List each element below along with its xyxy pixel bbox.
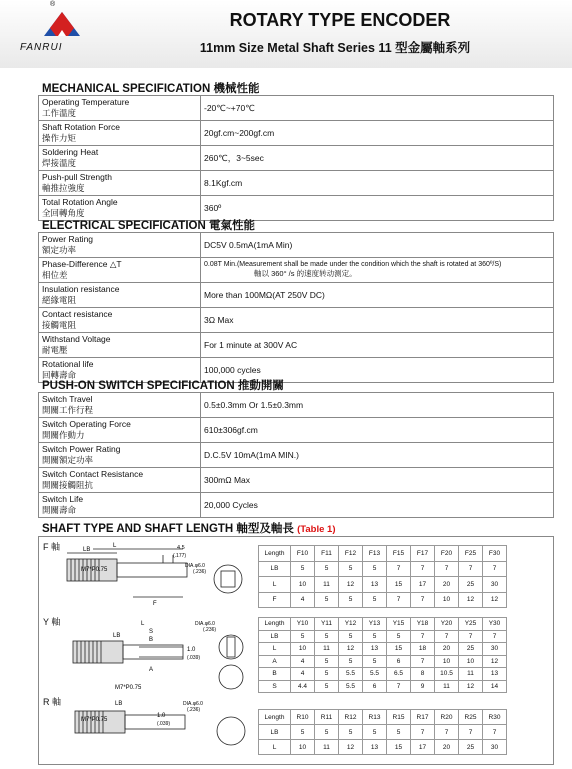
shaft-table-cell: 5 xyxy=(291,725,315,740)
spec-row xyxy=(39,283,554,308)
shaft-table-cell: 5 xyxy=(315,630,339,643)
shaft-table-cell: 7 xyxy=(435,561,459,577)
shaft-table-cell: 13 xyxy=(363,643,387,656)
shaft-table-row xyxy=(259,725,507,740)
electrical-table xyxy=(38,232,554,383)
shaft-table-cell: Y11 xyxy=(315,618,339,631)
spec-label-en: Total Rotation Angle xyxy=(42,197,118,207)
shaft-table-cell: F11 xyxy=(315,546,339,562)
shaft-table-cell: 7 xyxy=(411,725,435,740)
spec-label xyxy=(39,393,201,418)
dim-10-sub-r: (.039) xyxy=(157,721,171,727)
shaft-table-cell: 5 xyxy=(363,725,387,740)
shaft-table-cell: 5 xyxy=(363,592,387,608)
shaft-table-cell: Y15 xyxy=(387,618,411,631)
shaft-table-cell: LB xyxy=(259,725,291,740)
shaft-table-cell: 15 xyxy=(387,643,411,656)
spec-value-text: D.C.5V 10mA(1mA MIN.) xyxy=(204,450,299,460)
spec-label-en: Power Rating xyxy=(42,234,94,244)
shaft-table-cell: 25 xyxy=(459,643,483,656)
spec-label-zh: 開關工作行程 xyxy=(42,405,94,415)
shaft-table-cell: 30 xyxy=(483,577,507,593)
spec-label xyxy=(39,443,201,468)
pushon-table xyxy=(38,392,554,518)
shaft-table-cell: 25 xyxy=(459,740,483,755)
shaft-table-cell: 7 xyxy=(483,561,507,577)
spec-value xyxy=(201,121,554,146)
spec-label-en: Withstand Voltage xyxy=(42,334,111,344)
shaft-table-row xyxy=(259,740,507,755)
spec-value-text: 360º xyxy=(204,203,222,213)
spec-label-en: Switch Travel xyxy=(42,394,93,404)
shaft-table-cell: 5 xyxy=(387,725,411,740)
shaft-table-cell: 5 xyxy=(339,725,363,740)
shaft-table-cell: 7 xyxy=(411,655,435,668)
type-label-f: F 軸 xyxy=(43,542,60,552)
shaft-table-cell: 7 xyxy=(411,561,435,577)
dim-45: 4.5 xyxy=(177,545,185,551)
spec-row xyxy=(39,468,554,493)
spec-value-text: 20,000 Cycles xyxy=(204,500,258,510)
spec-value-text: More than 100MΩ(AT 250V DC) xyxy=(204,290,325,300)
spec-value-text: 300mΩ Max xyxy=(204,475,251,485)
shaft-table-cell: 7 xyxy=(459,725,483,740)
shaft-table-cell: 6 xyxy=(363,680,387,693)
shaft-diagram-box xyxy=(38,536,554,765)
shaft-table-cell: 9 xyxy=(411,680,435,693)
shaft-table-cell: 5 xyxy=(339,655,363,668)
shaft-table-cell: 7 xyxy=(387,592,411,608)
spec-label-zh: 耐電壓 xyxy=(42,345,68,355)
shaft-heading-text: SHAFT TYPE AND SHAFT LENGTH 軸型及軸長 xyxy=(42,523,294,535)
shaft-table-cell: R12 xyxy=(339,710,363,725)
dim-l: L xyxy=(113,543,117,549)
shaft-table-row xyxy=(259,668,507,681)
spec-label-en: Phase-Difference △T xyxy=(42,259,122,269)
shaft-table-cell: 10 xyxy=(291,643,315,656)
dim-dia6-y: DIA.φ6.0 xyxy=(195,621,215,627)
shaft-table-cell: F15 xyxy=(387,546,411,562)
spec-label-en: Switch Life xyxy=(42,494,84,504)
shaft-table-cell: 5 xyxy=(291,630,315,643)
dim-dia6-r: DIA.φ6.0 xyxy=(183,701,203,707)
shaft-table-cell: 7 xyxy=(459,630,483,643)
shaft-table-row xyxy=(259,630,507,643)
spec-value-text: 0.5±0.3mm Or 1.5±0.3mm xyxy=(204,400,304,410)
shaft-table-cell: Y12 xyxy=(339,618,363,631)
spec-label-en: Switch Power Rating xyxy=(42,444,121,454)
shaft-table-cell: 10 xyxy=(459,655,483,668)
shaft-table-row xyxy=(259,577,507,593)
shaft-table-cell: 10 xyxy=(435,655,459,668)
spec-label-zh: 絕緣電阻 xyxy=(42,295,77,305)
spec-label-en: Soldering Heat xyxy=(42,147,99,157)
spec-row xyxy=(39,418,554,443)
spec-value xyxy=(201,171,554,196)
shaft-table-cell: 5 xyxy=(363,655,387,668)
shaft-table-cell: 5 xyxy=(315,655,339,668)
shaft-table-cell: 12 xyxy=(483,592,507,608)
shaft-table-cell: 13 xyxy=(363,577,387,593)
dim-lb-y: LB xyxy=(113,633,121,639)
spec-value-text: 20gf.cm~200gf.cm xyxy=(204,128,275,138)
shaft-table-cell: 12 xyxy=(459,680,483,693)
shaft-table-cell: 11 xyxy=(459,668,483,681)
spec-label xyxy=(39,171,201,196)
spec-label-zh: 軸推拉強度 xyxy=(42,183,85,193)
shaft-table-cell: 10 xyxy=(435,592,459,608)
shaft-table-cell: 10 xyxy=(291,740,315,755)
f-shaft-drawing xyxy=(53,541,253,611)
shaft-table-cell: 11 xyxy=(315,643,339,656)
spec-value-text: DC5V 0.5mA(1mA Min) xyxy=(204,240,293,250)
spec-value xyxy=(201,393,554,418)
shaft-table-cell: 15 xyxy=(387,740,411,755)
spec-label-en: Shaft Rotation Force xyxy=(42,122,120,132)
spec-value xyxy=(201,493,554,518)
registered-mark: ® xyxy=(50,1,56,8)
shaft-table-cell: 7 xyxy=(435,725,459,740)
spec-value xyxy=(201,443,554,468)
spec-row xyxy=(39,308,554,333)
spec-label xyxy=(39,333,201,358)
dim-a: A xyxy=(149,667,154,673)
y-shaft-drawing xyxy=(53,619,253,691)
spec-value-text: -20℃~+70℃ xyxy=(204,102,255,113)
dim-dia6-sub: (.236) xyxy=(193,569,207,575)
shaft-table-cell: 5 xyxy=(339,561,363,577)
dim-s: S xyxy=(149,629,154,635)
spec-label xyxy=(39,283,201,308)
shaft-table-cell: 7 xyxy=(411,630,435,643)
spec-label-zh: 回轉壽命 xyxy=(42,370,77,380)
spec-value-text: For 1 minute at 300V AC xyxy=(204,340,298,350)
shaft-table-cell: 5 xyxy=(315,592,339,608)
spec-row xyxy=(39,146,554,171)
shaft-table-cell: 5 xyxy=(387,630,411,643)
spec-label-en: Insulation resistance xyxy=(42,284,120,294)
spec-label-zh: 開關接觸阻抗 xyxy=(42,480,94,490)
shaft-table-cell: Y13 xyxy=(363,618,387,631)
spec-label xyxy=(39,468,201,493)
spec-label xyxy=(39,233,201,258)
dim-l-y: L xyxy=(141,621,145,627)
dim-dia6: DIA.φ6.0 xyxy=(185,563,205,569)
shaft-table-cell: L xyxy=(259,577,291,593)
shaft-table-cell: 10.5 xyxy=(435,668,459,681)
shaft-table-cell: 4 xyxy=(291,668,315,681)
spec-value-text: 3Ω Max xyxy=(204,315,234,325)
spec-label xyxy=(39,308,201,333)
spec-label-zh: 工作溫度 xyxy=(42,108,77,118)
dim-b: B xyxy=(149,637,154,643)
dim-dia6-sub-r: (.236) xyxy=(187,707,201,713)
header xyxy=(0,0,572,68)
shaft-table-cell: 5 xyxy=(315,561,339,577)
spec-label-en: Operating Temperature xyxy=(42,97,130,107)
shaft-table-cell: B xyxy=(259,668,291,681)
shaft-table-cell: Length xyxy=(259,618,291,631)
dim-10: 1.0 xyxy=(187,647,196,653)
spec-label-en: Push-pull Strength xyxy=(42,172,112,182)
shaft-table-row xyxy=(259,592,507,608)
spec-label-zh: 相位差 xyxy=(42,270,68,280)
shaft-table-cell: 15 xyxy=(387,577,411,593)
spec-value xyxy=(201,233,554,258)
r-shaft-drawing xyxy=(53,697,253,763)
shaft-table-cell: Y10 xyxy=(291,618,315,631)
shaft-table-cell: 7 xyxy=(483,725,507,740)
shaft-table-cell: 7 xyxy=(387,561,411,577)
shaft-table-cell: 11 xyxy=(315,577,339,593)
spec-row xyxy=(39,121,554,146)
shaft-table-cell: 8 xyxy=(411,668,435,681)
spec-row xyxy=(39,493,554,518)
spec-label-zh: 開關額定功率 xyxy=(42,455,94,465)
shaft-table-cell: 14 xyxy=(483,680,507,693)
shaft-table-cell: 20 xyxy=(435,643,459,656)
shaft-table-cell: LB xyxy=(259,630,291,643)
spec-row xyxy=(39,258,554,283)
dim-lb: LB xyxy=(83,547,91,553)
table-note: (Table 1) xyxy=(297,524,336,535)
shaft-table-cell: 5 xyxy=(363,561,387,577)
shaft-table-cell: Length xyxy=(259,546,291,562)
shaft-table-cell: A xyxy=(259,655,291,668)
shaft-table-cell: R15 xyxy=(387,710,411,725)
shaft-table-row xyxy=(259,655,507,668)
shaft-table-cell: F30 xyxy=(483,546,507,562)
shaft-table-cell: 5 xyxy=(363,630,387,643)
shaft-table-cell: Y20 xyxy=(435,618,459,631)
shaft-table-cell: 12 xyxy=(339,643,363,656)
spec-label-zh: 開關作動力 xyxy=(42,430,85,440)
spec-label-en: Rotational life xyxy=(42,359,94,369)
shaft-table-cell: 4 xyxy=(291,655,315,668)
spec-label-zh: 額定功率 xyxy=(42,245,77,255)
thread-m7-y: M7*P0.75 xyxy=(115,685,142,691)
pushon-heading: PUSH-ON SWITCH SPECIFICATION 推動開關 xyxy=(42,380,284,392)
shaft-table-row xyxy=(259,710,507,725)
shaft-table-cell: F20 xyxy=(435,546,459,562)
shaft-table-row xyxy=(259,680,507,693)
shaft-table-cell: 5 xyxy=(339,630,363,643)
shaft-table-cell: F25 xyxy=(459,546,483,562)
spec-value-text: 260℃，3~5sec xyxy=(204,153,264,163)
shaft-table-cell: L xyxy=(259,740,291,755)
shaft-table-cell: 7 xyxy=(483,630,507,643)
type-label-y: Y 軸 xyxy=(43,617,61,627)
shaft-table-cell: 7 xyxy=(411,592,435,608)
shaft-table-row xyxy=(259,546,507,562)
shaft-table-cell: LB xyxy=(259,561,291,577)
spec-value xyxy=(201,333,554,358)
shaft-table-cell: 12 xyxy=(483,655,507,668)
spec-label-en: Switch Operating Force xyxy=(42,419,131,429)
shaft-table-cell: 6.5 xyxy=(387,668,411,681)
dim-10-r: 1.0 xyxy=(157,713,166,719)
spec-row xyxy=(39,333,554,358)
shaft-table-cell: F xyxy=(259,592,291,608)
shaft-table-cell: F12 xyxy=(339,546,363,562)
shaft-table-cell: 5.5 xyxy=(363,668,387,681)
shaft-table-cell: 17 xyxy=(411,577,435,593)
shaft-table-cell: R20 xyxy=(435,710,459,725)
shaft-table-cell: 5 xyxy=(291,561,315,577)
shaft-table-cell: L xyxy=(259,643,291,656)
spec-row xyxy=(39,443,554,468)
shaft-table-cell: R13 xyxy=(363,710,387,725)
shaft-table-cell: R10 xyxy=(291,710,315,725)
shaft-table-cell: 20 xyxy=(435,740,459,755)
shaft-table-cell: 7 xyxy=(435,630,459,643)
shaft-table-cell: 7 xyxy=(387,680,411,693)
shaft-table-cell: R17 xyxy=(411,710,435,725)
spec-row xyxy=(39,233,554,258)
brand-name: FANRUI xyxy=(20,42,63,53)
shaft-table-cell: 5.5 xyxy=(339,668,363,681)
shaft-table-cell: Y30 xyxy=(483,618,507,631)
shaft-table-cell: 5 xyxy=(315,725,339,740)
spec-value xyxy=(201,283,554,308)
shaft-table-cell: 6 xyxy=(387,655,411,668)
spec-value xyxy=(201,146,554,171)
mechanical-heading: MECHANICAL SPECIFICATION 機械性能 xyxy=(42,83,260,95)
shaft-table-cell: F13 xyxy=(363,546,387,562)
spec-label xyxy=(39,418,201,443)
spec-value-text-zh: 軸以 360° /s 的速度转动测定。 xyxy=(254,269,357,278)
shaft-table-cell: 11 xyxy=(315,740,339,755)
shaft-table-cell: 12 xyxy=(339,740,363,755)
spec-value-text: 8.1Kgf.cm xyxy=(204,178,243,188)
spec-value xyxy=(201,418,554,443)
shaft-table-cell: R11 xyxy=(315,710,339,725)
spec-row xyxy=(39,393,554,418)
shaft-table-cell: S xyxy=(259,680,291,693)
spec-value xyxy=(201,96,554,121)
shaft-table-cell: 30 xyxy=(483,643,507,656)
shaft-table-cell: 5 xyxy=(315,668,339,681)
spec-label xyxy=(39,121,201,146)
shaft-table-cell: 5 xyxy=(315,680,339,693)
spec-value-text: 610±306gf.cm xyxy=(204,425,258,435)
spec-value xyxy=(201,468,554,493)
shaft-table-cell: Length xyxy=(259,710,291,725)
shaft-table-cell: 4 xyxy=(291,592,315,608)
shaft-table-cell: 25 xyxy=(459,577,483,593)
shaft-table-cell: 11 xyxy=(435,680,459,693)
spec-label-zh: 焊接溫度 xyxy=(42,158,77,168)
shaft-table-cell: 30 xyxy=(483,740,507,755)
thread-m7: M7*P0.75 xyxy=(81,567,108,573)
shaft-heading xyxy=(42,520,336,536)
shaft-table-cell: Y18 xyxy=(411,618,435,631)
shaft-table-row xyxy=(259,643,507,656)
dim-45-sub: (.177) xyxy=(173,553,187,559)
spec-value-text: 100,000 cycles xyxy=(204,365,261,375)
shaft-table-row xyxy=(259,618,507,631)
spec-value xyxy=(201,258,554,283)
spec-label-en: Contact resistance xyxy=(42,309,113,319)
shaft-table-cell: Y25 xyxy=(459,618,483,631)
spec-value-text: 0.08T Min.(Measurement shall be made under the condition which the shaft is rotated at 360º/S) xyxy=(204,261,502,268)
dim-10-sub: (.039) xyxy=(187,655,201,661)
spec-row xyxy=(39,171,554,196)
spec-label xyxy=(39,493,201,518)
dim-f: F xyxy=(153,601,157,607)
spec-label-zh: 開關壽命 xyxy=(42,505,77,515)
electrical-heading: ELECTRICAL SPECIFICATION 電氣性能 xyxy=(42,220,255,232)
spec-label xyxy=(39,96,201,121)
r-shaft-table xyxy=(258,709,507,755)
dim-lb-r: LB xyxy=(115,701,123,707)
shaft-table-cell: 12 xyxy=(339,577,363,593)
shaft-table-cell: 20 xyxy=(435,577,459,593)
shaft-table-cell: 13 xyxy=(363,740,387,755)
shaft-table-cell: 10 xyxy=(291,577,315,593)
dim-dia6-sub-y: (.236) xyxy=(203,627,217,633)
shaft-table-cell: 7 xyxy=(459,561,483,577)
shaft-table-cell: R30 xyxy=(483,710,507,725)
shaft-table-cell: 13 xyxy=(483,668,507,681)
spec-label xyxy=(39,258,201,283)
type-label-r: R 軸 xyxy=(43,697,62,707)
shaft-table-cell: 5 xyxy=(339,592,363,608)
shaft-table-row xyxy=(259,561,507,577)
page-subtitle: 11mm Size Metal Shaft Series 11 型金屬軸系列 xyxy=(199,41,471,55)
shaft-table-cell: 17 xyxy=(411,740,435,755)
shaft-table-cell: R25 xyxy=(459,710,483,725)
shaft-table-cell: 12 xyxy=(459,592,483,608)
spec-value xyxy=(201,308,554,333)
shaft-table-cell: 4.4 xyxy=(291,680,315,693)
thread-m7-r: M7*P0.75 xyxy=(81,717,108,723)
mechanical-table xyxy=(38,95,554,221)
shaft-table-cell: 5.5 xyxy=(339,680,363,693)
page-title: ROTARY TYPE ENCODER xyxy=(229,10,451,30)
shaft-table-cell: F10 xyxy=(291,546,315,562)
spec-label-zh: 操作力矩 xyxy=(42,133,77,143)
spec-label-zh: 接觸電阻 xyxy=(42,320,77,330)
spec-label xyxy=(39,146,201,171)
shaft-table-cell: 18 xyxy=(411,643,435,656)
spec-row xyxy=(39,96,554,121)
spec-label-en: Switch Contact Resistance xyxy=(42,469,144,479)
shaft-table-cell: F17 xyxy=(411,546,435,562)
y-shaft-table xyxy=(258,617,507,693)
f-shaft-table xyxy=(258,545,507,608)
spec-label-zh: 全回轉角度 xyxy=(42,208,85,218)
